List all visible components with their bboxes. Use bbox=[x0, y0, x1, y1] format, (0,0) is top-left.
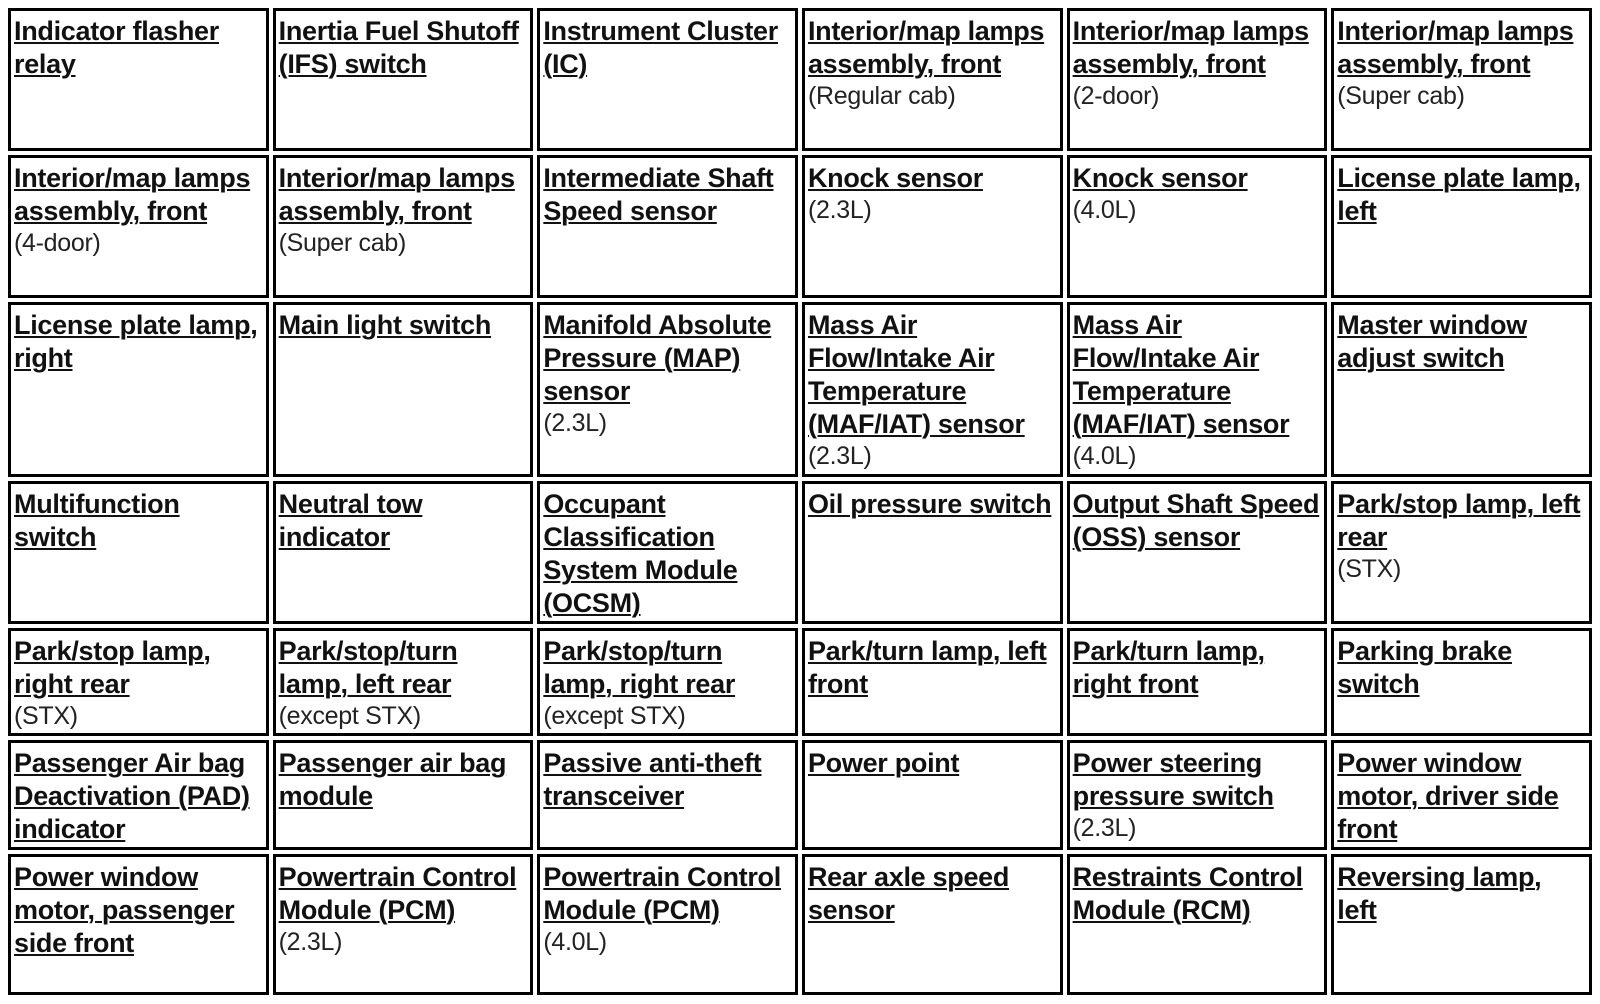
component-link[interactable]: Passenger Air bag Deactivation (PAD) indicator bbox=[14, 748, 250, 845]
component-link[interactable]: Oil pressure switch bbox=[807, 489, 1052, 520]
component-link[interactable]: Interior/map lamps assembly, front bbox=[278, 163, 515, 227]
table-cell bbox=[537, 155, 798, 297]
component-link[interactable]: Instrument Cluster (IC) bbox=[543, 16, 778, 79]
table-cell bbox=[273, 854, 534, 995]
table-cell bbox=[1067, 302, 1328, 478]
component-link[interactable]: Master window adjust switch bbox=[1337, 309, 1527, 373]
table-cell bbox=[1067, 155, 1328, 297]
component-link[interactable]: Main light switch bbox=[278, 309, 492, 340]
table-cell bbox=[1067, 628, 1328, 736]
component-note: (Super cab) bbox=[1337, 82, 1465, 110]
component-link[interactable]: Reversing lamp, left bbox=[1337, 861, 1542, 925]
component-link[interactable]: Passive anti-theft transceiver bbox=[543, 748, 762, 812]
table-cell bbox=[1331, 302, 1592, 478]
component-link[interactable]: Interior/map lamps assembly, front bbox=[1072, 16, 1309, 79]
table-cell bbox=[8, 854, 269, 995]
component-index-table bbox=[4, 4, 1596, 999]
table-cell bbox=[537, 302, 798, 478]
table-cell bbox=[1067, 8, 1328, 151]
component-note: (Regular cab) bbox=[807, 82, 956, 110]
table-cell bbox=[8, 628, 269, 736]
table-cell bbox=[802, 155, 1063, 297]
table-cell bbox=[802, 740, 1063, 849]
component-note: (4-door) bbox=[14, 229, 101, 258]
component-link[interactable]: Occupant Classification System Module (OCSM) bbox=[543, 489, 738, 619]
component-link[interactable]: Park/stop/turn lamp, right rear bbox=[543, 635, 736, 699]
table-cell bbox=[1067, 481, 1328, 623]
component-link[interactable]: Power point bbox=[807, 748, 960, 779]
component-link[interactable]: Power window motor, passenger side front bbox=[14, 861, 235, 958]
component-link[interactable]: Neutral tow indicator bbox=[278, 489, 423, 553]
table-cell bbox=[802, 481, 1063, 623]
table-row bbox=[8, 481, 1592, 623]
table-cell bbox=[273, 628, 534, 736]
component-note: (2.3L) bbox=[543, 408, 607, 437]
component-link[interactable]: License plate lamp, left bbox=[1337, 163, 1581, 227]
component-note: (STX) bbox=[1337, 555, 1402, 584]
component-link[interactable]: Manifold Absolute Pressure (MAP) sensor bbox=[543, 309, 772, 406]
component-link[interactable]: Indicator flasher relay bbox=[14, 16, 219, 79]
table-row bbox=[8, 628, 1592, 736]
component-link[interactable]: Knock sensor bbox=[1072, 163, 1248, 194]
table-cell bbox=[537, 628, 798, 736]
component-link[interactable]: Multifunction switch bbox=[14, 489, 180, 553]
component-link[interactable]: Powertrain Control Module (PCM) bbox=[543, 861, 781, 925]
component-link[interactable]: Power steering pressure switch bbox=[1072, 748, 1274, 812]
component-note: (4.0L) bbox=[543, 927, 607, 956]
table-cell bbox=[1331, 8, 1592, 151]
component-note: (2.3L) bbox=[1072, 814, 1137, 843]
component-link[interactable]: Park/stop/turn lamp, left rear bbox=[278, 635, 458, 699]
table-row bbox=[8, 155, 1592, 297]
table-cell bbox=[1331, 481, 1592, 623]
component-link[interactable]: Restraints Control Module (RCM) bbox=[1072, 861, 1303, 925]
table-cell bbox=[1331, 155, 1592, 297]
component-link[interactable]: Rear axle speed sensor bbox=[807, 861, 1010, 925]
table-cell bbox=[1067, 740, 1328, 849]
component-note: (except STX) bbox=[543, 701, 686, 730]
table-cell bbox=[802, 8, 1063, 151]
table-cell bbox=[8, 302, 269, 478]
table-cell bbox=[273, 8, 534, 151]
table-cell bbox=[273, 481, 534, 623]
component-link[interactable]: Park/turn lamp, left front bbox=[807, 635, 1047, 699]
component-link[interactable]: Passenger air bag module bbox=[278, 748, 507, 812]
table-cell bbox=[8, 8, 269, 151]
table-row bbox=[8, 302, 1592, 478]
component-link[interactable]: Park/stop lamp, left rear bbox=[1337, 489, 1581, 553]
component-link[interactable]: Mass Air Flow/Intake Air Temperature (MAF/IAT) sensor bbox=[807, 309, 1025, 439]
table-cell bbox=[537, 854, 798, 995]
component-link[interactable]: Interior/map lamps assembly, front bbox=[1337, 16, 1574, 79]
table-cell bbox=[537, 740, 798, 849]
component-link[interactable]: Mass Air Flow/Intake Air Temperature (MAF/IAT) sensor bbox=[1072, 309, 1290, 439]
table-row bbox=[8, 8, 1592, 151]
component-note: (4.0L) bbox=[1072, 441, 1137, 470]
table-cell bbox=[537, 481, 798, 623]
table-cell bbox=[273, 740, 534, 849]
component-note: (except STX) bbox=[278, 701, 421, 730]
component-note: (STX) bbox=[14, 701, 78, 730]
table-cell bbox=[1331, 628, 1592, 736]
table-row bbox=[8, 854, 1592, 995]
table-cell bbox=[273, 302, 534, 478]
table-cell bbox=[537, 8, 798, 151]
component-note: (4.0L) bbox=[1072, 196, 1137, 225]
component-link[interactable]: Output Shaft Speed (OSS) sensor bbox=[1072, 489, 1320, 553]
component-link[interactable]: Power window motor, driver side front bbox=[1337, 748, 1559, 845]
table-cell bbox=[8, 740, 269, 849]
table-cell bbox=[1067, 854, 1328, 995]
component-link[interactable]: Park/turn lamp, right front bbox=[1072, 635, 1265, 699]
table-cell bbox=[1331, 854, 1592, 995]
component-link[interactable]: Intermediate Shaft Speed sensor bbox=[543, 163, 774, 227]
table-cell bbox=[802, 628, 1063, 736]
component-note: (2.3L) bbox=[807, 441, 872, 470]
component-link[interactable]: Knock sensor bbox=[807, 163, 983, 194]
table-cell bbox=[273, 155, 534, 297]
table-row bbox=[8, 740, 1592, 849]
table-cell bbox=[1331, 740, 1592, 849]
component-link[interactable]: Park/stop lamp, right rear bbox=[14, 635, 211, 699]
table-cell bbox=[802, 302, 1063, 478]
component-link[interactable]: License plate lamp, right bbox=[14, 309, 258, 373]
component-link[interactable]: Parking brake switch bbox=[1337, 635, 1512, 699]
component-note: (2.3L) bbox=[807, 196, 872, 225]
table-cell bbox=[8, 481, 269, 623]
component-link[interactable]: Interior/map lamps assembly, front bbox=[14, 163, 251, 227]
component-link[interactable]: Inertia Fuel Shutoff (IFS) switch bbox=[278, 16, 519, 79]
component-link[interactable]: Interior/map lamps assembly, front bbox=[807, 16, 1045, 79]
component-link[interactable]: Powertrain Control Module (PCM) bbox=[278, 861, 517, 925]
component-note: (Super cab) bbox=[278, 229, 406, 258]
table-cell bbox=[802, 854, 1063, 995]
table-cell bbox=[8, 155, 269, 297]
component-note: (2-door) bbox=[1072, 82, 1160, 110]
component-note: (2.3L) bbox=[278, 927, 343, 956]
